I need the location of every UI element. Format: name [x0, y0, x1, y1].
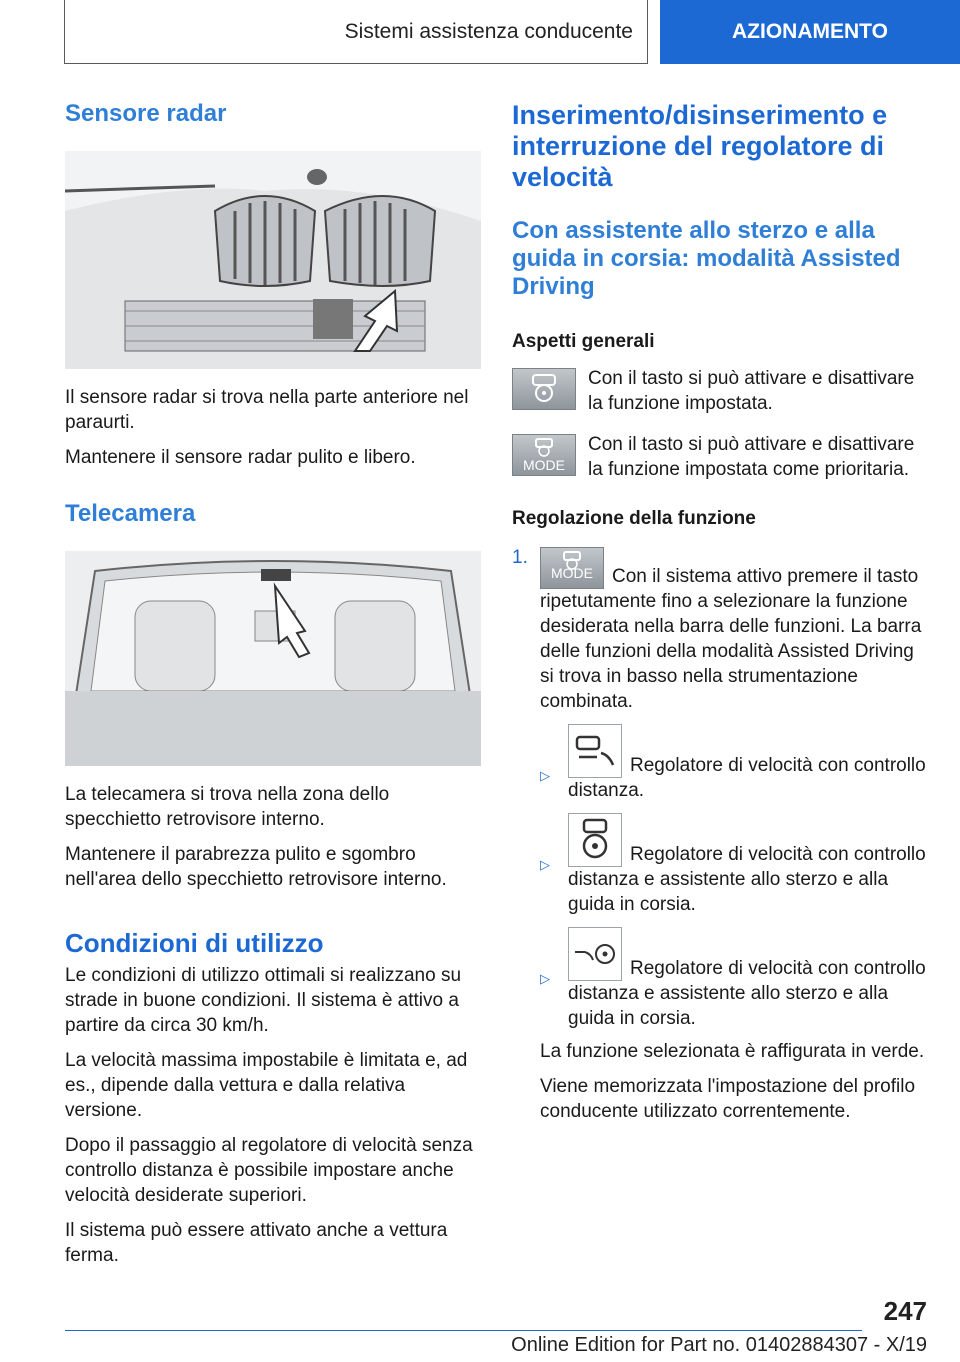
assist-button-icon	[512, 368, 576, 410]
acc-lane-icon	[568, 927, 622, 981]
header-section-title: Sistemi assistenza conducente	[344, 19, 633, 43]
conditions-paragraph-4: Il sistema può essere attivato anche a vettura ferma.	[65, 1219, 448, 1266]
bullet-icon: ▷	[540, 857, 550, 872]
note-green: La funzione selezionata è raffigurata in verde.	[540, 1041, 925, 1062]
note-profile: Viene memorizzata l'impostazione del profilo conducente utilizzato correntemente.	[540, 1076, 916, 1122]
acc-steering-icon	[568, 813, 622, 867]
button-1-description: Con il tasto si può attivare e disattivare la funzione impostata.	[588, 368, 915, 414]
option-acc-text: Regolatore di velocità con controllo distanza.	[568, 755, 926, 801]
conditions-paragraph-3: Dopo il passaggio al regolatore di velocità senza controllo distanza è possibile impostare anche velocità desiderate superiori.	[65, 1134, 473, 1206]
conditions-paragraph-2: La velocità massima impostabile è limitata e, ad es., dipende dalla vettura e dalla relativa versione.	[65, 1049, 468, 1121]
conditions-paragraph-1: Le condizioni di utilizzo ottimali si realizzano su strade in buone condizioni. Il sistema è attivo a partire da circa 30 km/h.	[65, 964, 462, 1036]
left-column	[65, 100, 481, 1278]
mode-label: MODE	[523, 457, 565, 473]
conditions-heading: Condizioni di utilizzo	[65, 927, 324, 958]
option-acc	[540, 724, 932, 803]
footer-edition: Online Edition for Part no. 01402884307 - X/19	[511, 1334, 927, 1356]
button-row-1	[512, 366, 932, 416]
radar-heading: Sensore radar	[65, 100, 227, 127]
step-1	[512, 545, 932, 1124]
camera-image	[65, 551, 481, 766]
step-1-number: 1.	[512, 547, 528, 568]
footer-divider	[65, 1330, 862, 1331]
page-number: 247	[883, 1296, 927, 1326]
radar-paragraph-2: Mantenere il sensore radar pulito e libero.	[65, 446, 416, 468]
option-acc-steering-text: Regolatore di velocità con controllo distanza e assistente allo sterzo e alla guida in corsia.	[568, 844, 926, 915]
mode-button-inline-icon	[540, 547, 604, 589]
button-row-2	[512, 432, 932, 482]
adjust-heading: Regolazione della funzione	[512, 508, 756, 529]
sub-heading: Con assistente allo sterzo e alla guida in corsia: modalità Assisted Driving	[512, 217, 901, 300]
camera-paragraph-2: Mantenere il parabrezza pulito e sgombro nell'area dello specchietto retrovisore interno.	[65, 843, 447, 890]
option-acc-lane-text: Regolatore di velocità con controllo distanza e assistente allo sterzo e alla guida in corsia.	[568, 958, 926, 1029]
option-acc-steering	[540, 813, 932, 917]
acc-distance-icon	[568, 724, 622, 778]
camera-paragraph-1: La telecamera si trova nella zona dello specchietto retrovisore interno.	[65, 783, 390, 830]
step-1-text: Con il sistema attivo premere il tasto ripetutamente fino a selezionare la funzione desiderata nella barra delle funzioni. La barra delle funzioni della modalità Assisted Driving si trova in basso nella strumentazione combinata.	[540, 566, 922, 712]
main-heading: Inserimento/disinserimento e interruzione del regolatore di velocità	[512, 100, 888, 192]
option-acc-lane	[540, 927, 932, 1031]
radar-sensor-image	[65, 151, 481, 369]
right-column	[512, 100, 932, 1134]
bullet-icon: ▷	[540, 971, 550, 986]
mode-label-inline: MODE	[551, 565, 593, 581]
mode-button-icon	[512, 434, 576, 476]
header-chapter-tab	[660, 0, 960, 64]
bullet-icon: ▷	[540, 768, 550, 783]
button-2-description: Con il tasto si può attivare e disattivare la funzione impostata come prioritaria.	[588, 434, 915, 480]
camera-heading: Telecamera	[65, 499, 196, 527]
header-chapter-title: AZIONAMENTO	[732, 20, 888, 43]
header-section-box	[64, 0, 648, 64]
radar-paragraph-1: Il sensore radar si trova nella parte anteriore nel paraurti.	[65, 386, 469, 433]
general-heading: Aspetti generali	[512, 331, 655, 352]
